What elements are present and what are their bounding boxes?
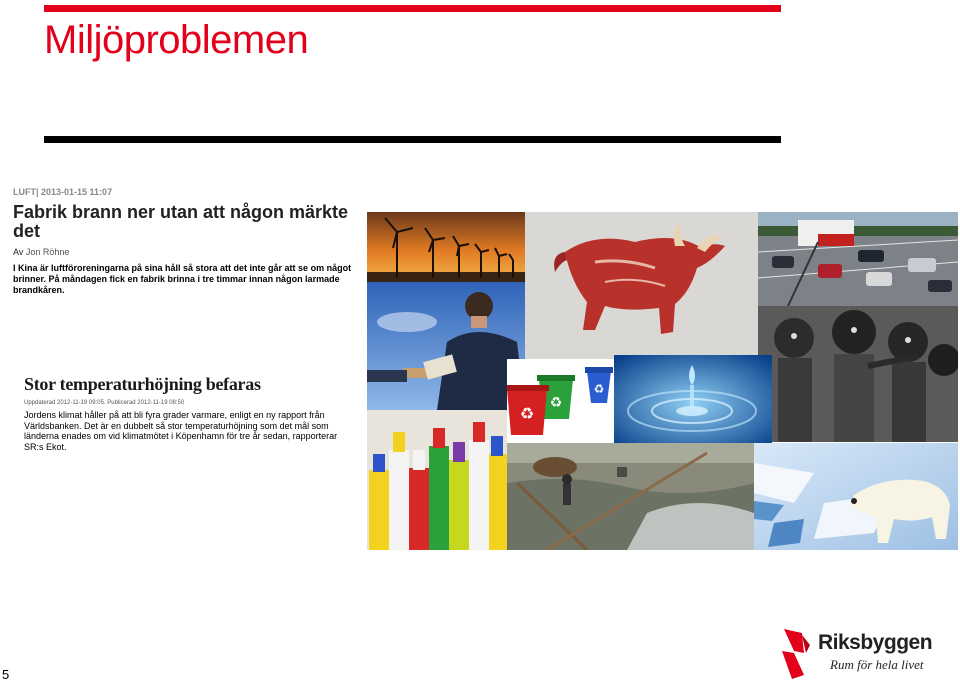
news1-meta: LUFT| 2013-01-15 11:07 <box>13 187 113 197</box>
riksbyggen-emblem-icon <box>780 627 814 681</box>
news1-body: I Kina är luftföroreningarna på sina håll så stora att det inte går att se om något brinner. På måndagen fick en fabrik brinna i tre timmar innan någon larmade brandkåren. <box>13 263 352 295</box>
svg-text:♻: ♻ <box>549 394 563 410</box>
logo-name: Riksbyggen <box>818 631 933 654</box>
businessman-money-photo <box>367 282 525 410</box>
header-black-bar <box>44 136 781 143</box>
meat-bull-photo <box>525 212 758 359</box>
news1-headline: Fabrik brann ner utan att någon märkte det <box>13 202 349 241</box>
riksbyggen-logo <box>780 627 940 683</box>
news2-headline: Stor temperaturhöjning befaras <box>24 374 261 394</box>
news1-byline <box>13 247 69 257</box>
news2-meta: Uppdaterad 2012-11-19 09:05. Publicerad 2012-11-19 08:50 <box>24 400 185 406</box>
page-number: 5 <box>2 667 10 682</box>
flood-photo <box>507 443 754 550</box>
svg-text:♻: ♻ <box>519 406 535 423</box>
spray-bottles-photo <box>367 410 507 550</box>
logo-tagline: Rum för hela livet <box>830 657 924 672</box>
svg-text:♻: ♻ <box>593 382 605 396</box>
news2-body: Jordens klimat håller på att bli fyra grader varmare, enligt en ny rapport från Världsbanken. Det är en dubbelt så stor temperaturhöjning som det mål som länderna enades om vid klimatmötet i Köpenhamn för tre år sedan, rapporterar SR:s Ekot. <box>24 410 338 452</box>
recycling-bins-photo <box>507 359 614 441</box>
water-drop-photo <box>614 355 772 443</box>
polar-bear-photo <box>754 443 958 550</box>
traffic-photo <box>758 212 958 306</box>
news1-author-name: Jon Röhne <box>25 247 70 257</box>
header-red-bar <box>44 5 781 12</box>
slide-title: Miljöproblemen <box>44 18 309 62</box>
wind-turbines-photo <box>367 212 525 282</box>
children-photo <box>758 306 958 442</box>
news1-author-prefix: Av <box>13 247 24 257</box>
